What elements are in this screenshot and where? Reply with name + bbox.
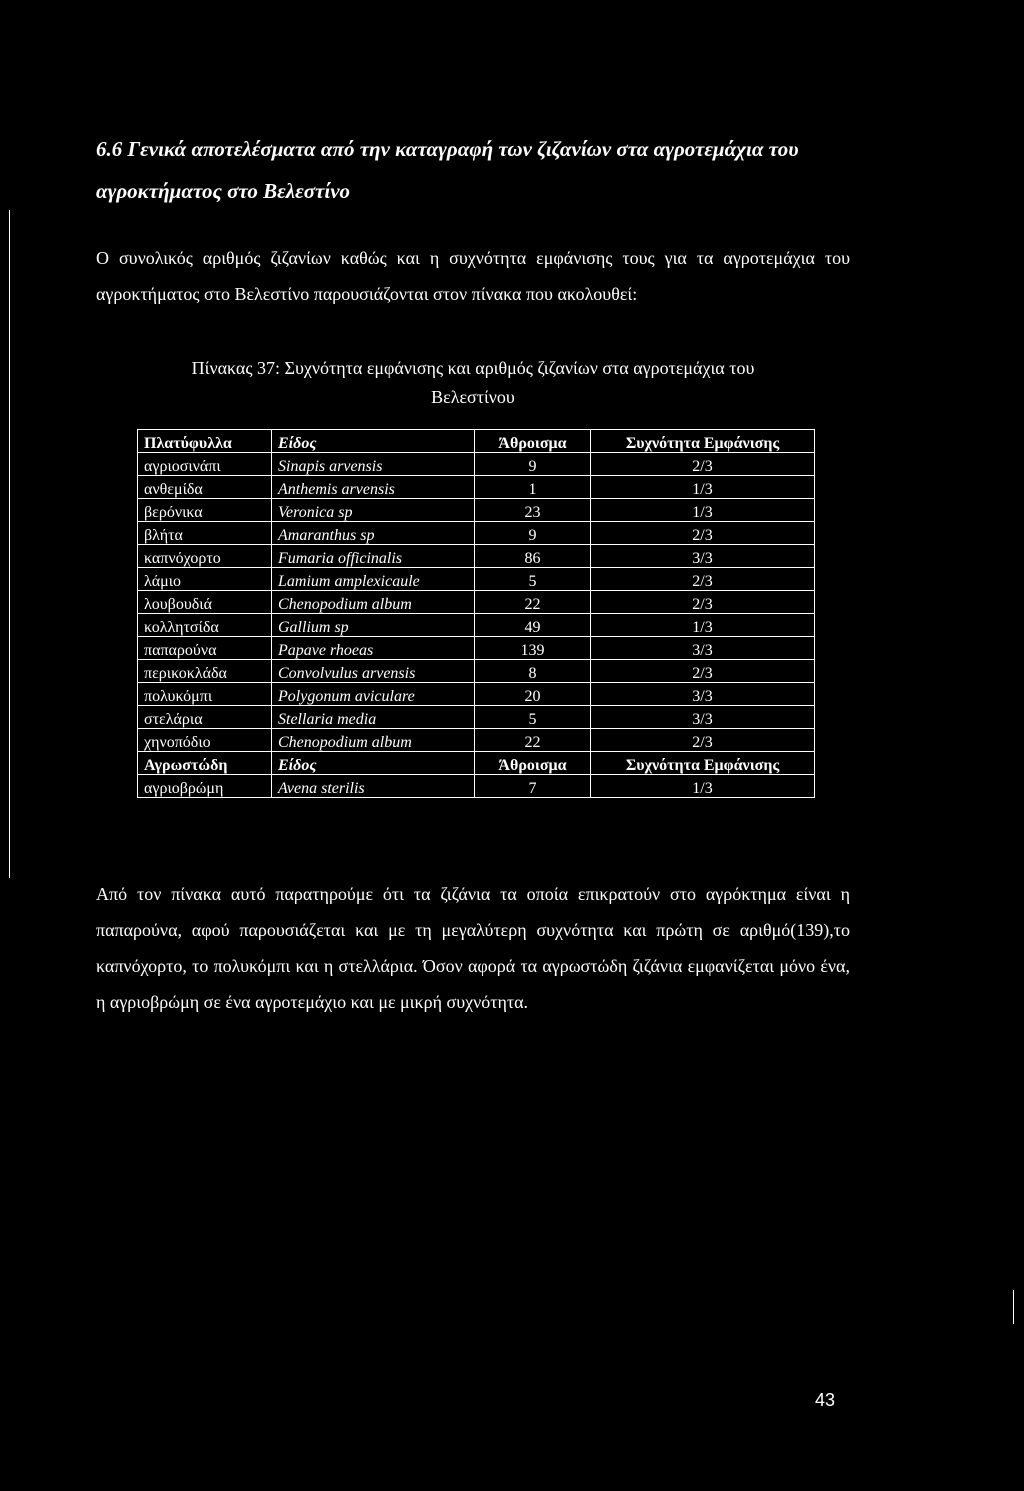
common-name-cell: Αγρωστώδη [138, 752, 272, 775]
frequency-cell: 2/3 [591, 453, 815, 476]
common-name-cell: στελάρια [138, 706, 272, 729]
table-row [138, 591, 815, 614]
species-cell: Sinapis arvensis [272, 453, 475, 476]
sum-cell: 22 [475, 729, 591, 752]
frequency-cell: 2/3 [591, 591, 815, 614]
table-caption-line-1: Πίνακας 37: Συχνότητα εμφάνισης και αριθμός ζιζανίων στα αγροτεμάχια του [191, 358, 755, 378]
species-cell: Veronica sp [272, 499, 475, 522]
sum-cell: 8 [475, 660, 591, 683]
frequency-cell: 2/3 [591, 568, 815, 591]
sum-cell: 49 [475, 614, 591, 637]
table-row [138, 775, 815, 798]
sum-cell: 86 [475, 545, 591, 568]
section-heading-line-2: αγροκτήματος στο Βελεστίνο [96, 179, 351, 203]
common-name-cell: παπαρούνα [138, 637, 272, 660]
section-heading-line-1: 6.6 Γενικά αποτελέσματα από την καταγραφή των ζιζανίων στα αγροτεμάχια του [96, 137, 799, 161]
frequency-cell: 2/3 [591, 522, 815, 545]
common-name-cell: πολυκόμπι [138, 683, 272, 706]
common-name-cell: ανθεμίδα [138, 476, 272, 499]
common-name-cell: αγριοβρώμη [138, 775, 272, 798]
common-name-cell: λάμιο [138, 568, 272, 591]
weeds-frequency-table [137, 429, 815, 798]
species-cell: Papave rhoeas [272, 637, 475, 660]
frequency-cell: 3/3 [591, 683, 815, 706]
sum-cell: 7 [475, 775, 591, 798]
species-cell: Chenopodium album [272, 729, 475, 752]
frequency-cell: 3/3 [591, 637, 815, 660]
table-row [138, 729, 815, 752]
table-caption-line-2: Βελεστίνου [431, 387, 515, 407]
sum-cell: 139 [475, 637, 591, 660]
scan-edge-line-left [9, 210, 10, 878]
frequency-cell: Συχνότητα Εμφάνισης [591, 430, 815, 453]
sum-cell: 9 [475, 522, 591, 545]
sum-cell: 9 [475, 453, 591, 476]
sum-cell: Άθροισμα [475, 752, 591, 775]
common-name-cell: κολλητσίδα [138, 614, 272, 637]
frequency-cell: 1/3 [591, 499, 815, 522]
table-row [138, 568, 815, 591]
scan-edge-line-right [1013, 1290, 1014, 1324]
sum-cell: 5 [475, 568, 591, 591]
weeds-table-body [138, 430, 815, 798]
common-name-cell: βερόνικα [138, 499, 272, 522]
sum-cell: Άθροισμα [475, 430, 591, 453]
table-row [138, 453, 815, 476]
table-row [138, 545, 815, 568]
table-caption [96, 354, 850, 412]
frequency-cell: 2/3 [591, 660, 815, 683]
species-cell: Anthemis arvensis [272, 476, 475, 499]
frequency-cell: 1/3 [591, 775, 815, 798]
table-row [138, 476, 815, 499]
species-cell: Lamium amplexicaule [272, 568, 475, 591]
species-cell: Είδος [272, 430, 475, 453]
species-cell: Convolvulus arvensis [272, 660, 475, 683]
sum-cell: 22 [475, 591, 591, 614]
sum-cell: 23 [475, 499, 591, 522]
sum-cell: 5 [475, 706, 591, 729]
table-row [138, 683, 815, 706]
common-name-cell: αγριοσινάπι [138, 453, 272, 476]
common-name-cell: βλήτα [138, 522, 272, 545]
table-row [138, 706, 815, 729]
frequency-cell: 1/3 [591, 476, 815, 499]
common-name-cell: λουβουδιά [138, 591, 272, 614]
frequency-cell: 3/3 [591, 706, 815, 729]
sum-cell: 20 [475, 683, 591, 706]
common-name-cell: Πλατύφυλλα [138, 430, 272, 453]
grass-header-row [138, 752, 815, 775]
species-cell: Είδος [272, 752, 475, 775]
table-row [138, 614, 815, 637]
species-cell: Stellaria media [272, 706, 475, 729]
species-cell: Avena sterilis [272, 775, 475, 798]
species-cell: Gallium sp [272, 614, 475, 637]
common-name-cell: καπνόχορτο [138, 545, 272, 568]
common-name-cell: χηνοπόδιο [138, 729, 272, 752]
section-heading [96, 128, 856, 212]
table-row [138, 499, 815, 522]
frequency-cell: 1/3 [591, 614, 815, 637]
frequency-cell: 2/3 [591, 729, 815, 752]
table-row [138, 522, 815, 545]
intro-paragraph: Ο συνολικός αριθμός ζιζανίων καθώς και η συχνότητα εμφάνισης τους για τα αγροτεμάχια του αγροκτήματος στο Βελεστίνο παρουσιάζονται στον πίνακα που ακολουθεί: [96, 248, 850, 304]
table-row [138, 637, 815, 660]
species-cell: Polygonum aviculare [272, 683, 475, 706]
frequency-cell: Συχνότητα Εμφάνισης [591, 752, 815, 775]
species-cell: Chenopodium album [272, 591, 475, 614]
broadleaf-header-row [138, 430, 815, 453]
sum-cell: 1 [475, 476, 591, 499]
common-name-cell: περικοκλάδα [138, 660, 272, 683]
page-number: 43 [815, 1390, 836, 1410]
conclusion-paragraph: Από τον πίνακα αυτό παρατηρούμε ότι τα ζιζάνια τα οποία επικρατούν στο αγρόκτημα είναι η παπαρούνα, αφού παρουσιάζεται και με τη μεγαλύτερη συχνότητα και πρώτη σε αριθμό(139),το καπνόχορτο, το πολυκόμπι και η στελλάρια. Όσον αφορά τα αγρωστώδη ζιζάνια εμφανίζεται μόνο ένα, η αγριοβρώμη σε ένα αγροτεμάχιο και με μικρή συχνότητα. [96, 884, 850, 1012]
frequency-cell: 3/3 [591, 545, 815, 568]
species-cell: Amaranthus sp [272, 522, 475, 545]
species-cell: Fumaria officinalis [272, 545, 475, 568]
table-row [138, 660, 815, 683]
